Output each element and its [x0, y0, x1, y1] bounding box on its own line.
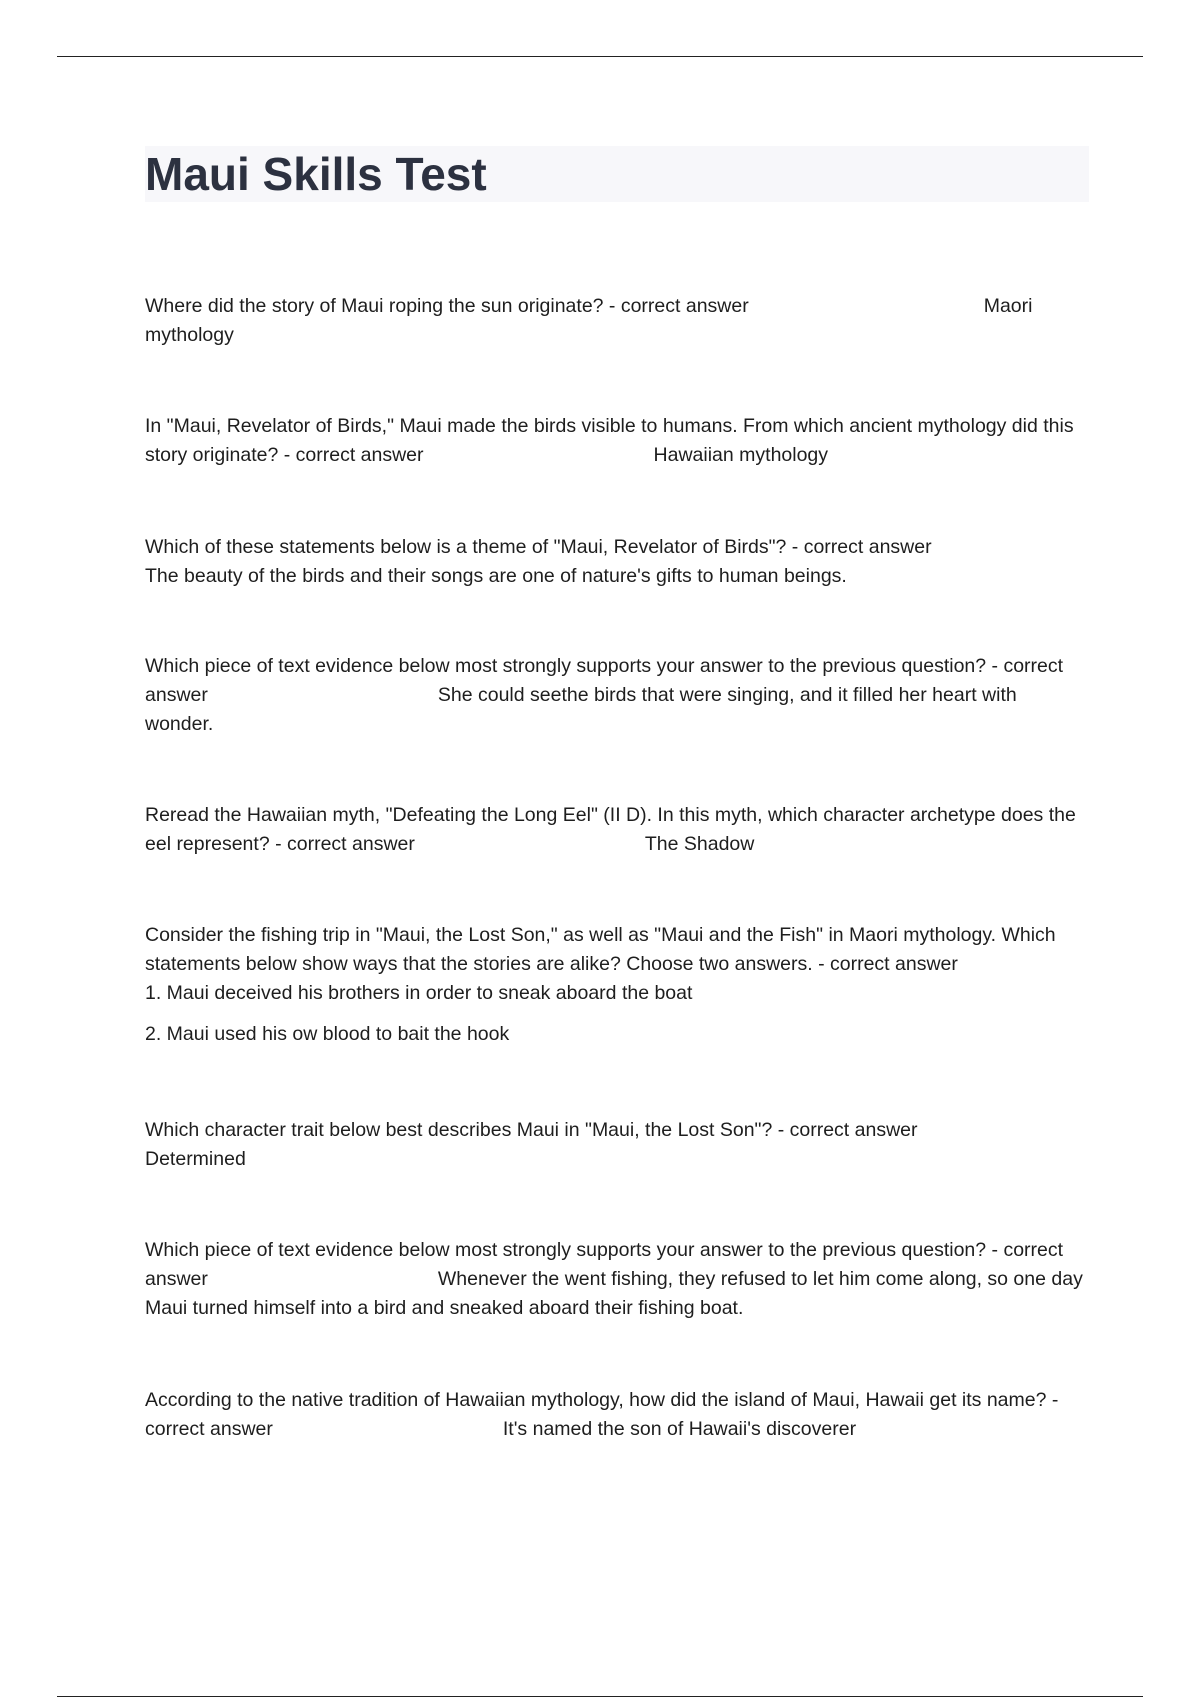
answer-text: It's named the son of Hawaii's discoverer: [502, 1418, 857, 1440]
answer-text: Hawaiian mythology: [653, 444, 829, 466]
qa-item-8: [145, 1236, 1085, 1323]
question-text: [145, 1236, 1085, 1323]
answer-item-1: 1. Maui deceived his brothers in order to sneak aboard the boat: [145, 982, 693, 1004]
question-label: According to the native tradition of Hawaiian mythology, how did the island of Maui, Hawaii get its name? - correct answer: [145, 1389, 1059, 1440]
answer-text: Determined: [145, 1148, 246, 1170]
qa-item-3: [145, 533, 1085, 591]
question-label: Reread the Hawaiian myth, "Defeating the Long Eel" (II D). In this myth, which character archetype does the eel represent? - correct answer: [145, 804, 1076, 855]
qa-item-6: [145, 921, 1085, 1049]
question-text: Which of these statements below is a theme of "Maui, Revelator of Birds"? - correct answer: [145, 536, 932, 558]
question-label: Which piece of text evidence below most strongly supports your answer to the previous question? - correct answer: [145, 655, 1064, 706]
question-text: Consider the fishing trip in "Maui, the Lost Son," as well as "Maui and the Fish" in Maori mythology. Which statements below show ways that the stories are alike? Choose two answers. - correct answer: [145, 924, 1056, 975]
answer-continuation: mythology: [145, 324, 234, 346]
question-text: Which character trait below best describes Maui in "Maui, the Lost Son"? - correct answer: [145, 1119, 918, 1141]
qa-item-5: [145, 801, 1085, 859]
answer-item-2: 2. Maui used his ow blood to bait the hook: [145, 1023, 510, 1045]
question-text: [145, 292, 1085, 321]
question-label: Where did the story of Maui roping the sun originate? - correct answer: [145, 295, 749, 317]
qa-item-9: [145, 1386, 1085, 1444]
qa-item-2: [145, 412, 1085, 470]
question-text: [145, 412, 1085, 470]
question-label: Which piece of text evidence below most strongly supports your answer to the previous question? - correct answer: [145, 1239, 1064, 1290]
question-text: [145, 801, 1085, 859]
answer-text: The beauty of the birds and their songs are one of nature's gifts to human beings.: [145, 565, 847, 587]
qa-item-1: [145, 292, 1085, 350]
question-text: [145, 652, 1085, 739]
top-rule: [57, 56, 1143, 57]
bottom-rule: [57, 1696, 1143, 1697]
page-title: Maui Skills Test: [145, 148, 487, 200]
question-text: [145, 1386, 1085, 1444]
answer-text: Whenever the went fishing, they refused to let him come along, so one day Maui turned himself into a bird and sneaked aboard their fishing boat.: [145, 1268, 1083, 1319]
qa-item-7: [145, 1116, 1085, 1174]
question-label: In "Maui, Revelator of Birds," Maui made the birds visible to humans. From which ancient mythology did this story originate? - correct answer: [145, 415, 1074, 466]
answer-text: She could seethe birds that were singing, and it filled her heart with wonder.: [145, 684, 1017, 735]
qa-item-4: [145, 652, 1085, 739]
answer-text: The Shadow: [644, 833, 755, 855]
answer-text: Maori: [983, 295, 1033, 317]
